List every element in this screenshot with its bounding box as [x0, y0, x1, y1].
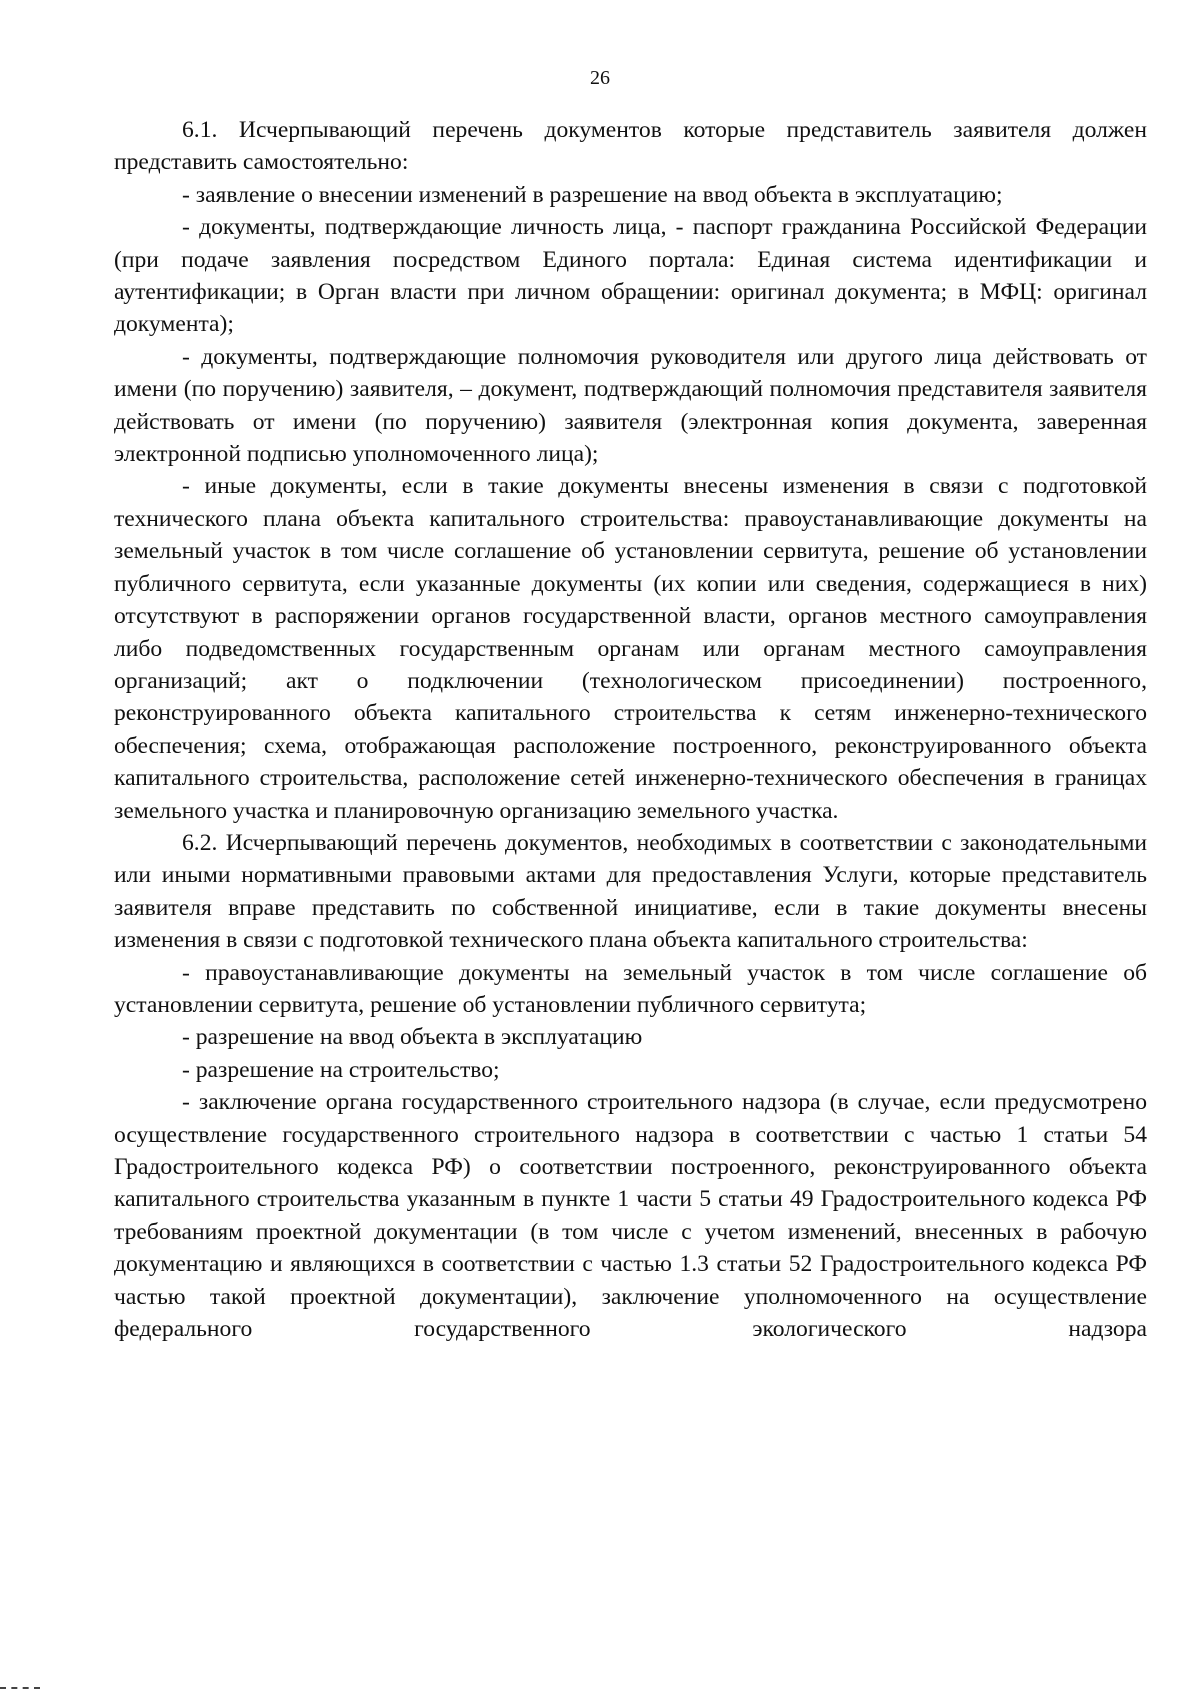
list-item-application: - заявление о внесении изменений в разрешение на ввод объекта в эксплуатацию; — [182, 181, 1003, 208]
list-item-other-documents: - иные документы, если в такие документы внесены изменения в связи с подготовкой технического плана объекта капитального строительства: правоустанавливающие документы на земельный участок в том числе соглашение об установлении сервитута, решение об установлении публичного сервитута, если указанные документы (их копии или сведения, содержащиеся в них) отсутствуют в распоряжении органов государственной власти, органов местного самоуправления либо подведомственных государственным органам или органам местного самоуправления организаций; акт о подключении (технологическом присоединении) построенного, реконструированного объекта капитального строительства к сетям инженерно-технического обеспечения; схема, отображающая расположение построенного, реконструированного объекта капитального строительства, расположение сетей инженерно-технического обеспечения в границах земельного участка и планировочную организацию земельного участка. — [114, 473, 1147, 824]
list-item-commissioning-permit: - разрешение на ввод объекта в эксплуатацию — [182, 1024, 643, 1051]
page-number: 26 — [590, 67, 610, 89]
scan-edge-mark — [0, 1687, 40, 1691]
document-body — [114, 114, 1147, 1345]
paragraph-6-1: 6.1. Исчерпывающий перечень документов которые представитель заявителя должен представить самостоятельно: — [114, 117, 1147, 176]
list-item-supervision-conclusion: - заключение органа государственного строительного надзора (в случае, если предусмотрено осуществление государственного строительного надзора в соответствии с частью 1 статьи 54 Градостроительного кодекса РФ) о соответствии построенного, реконструированного объекта капитального строительства указанным в пункте 1 части 5 статьи 49 Градостроительного кодекса РФ требованиям проектной документации (в том числе с учетом изменений, внесенных в рабочую документацию и являющихся в соответствии с частью 1.3 статьи 52 Градостроительного кодекса РФ частью такой проектной документации), заключение уполномоченного на осуществление федерального государственного экологического надзора — [114, 1089, 1147, 1343]
paragraph-6-2: 6.2. Исчерпывающий перечень документов, необходимых в соответствии с законодательными или иными нормативными правовыми актами для предоставления Услуги, которые представитель заявителя вправе представить по собственной инициативе, если в такие документы внесены изменения в связи с подготовкой технического плана объекта капитального строительства: — [114, 829, 1147, 954]
list-item-construction-permit: - разрешение на строительство; — [182, 1056, 500, 1083]
list-item-land-rights-documents: - правоустанавливающие документы на земельный участок в том числе соглашение об установлении сервитута, решение об установлении публичного сервитута; — [114, 959, 1147, 1018]
list-item-identity-documents: - документы, подтверждающие личность лица, - паспорт гражданина Российской Федерации (при подаче заявления посредством Единого портала: Единая система идентификации и аутентификации; в Орган власти при личном обращении: оригинал документа; в МФЦ: оригинал документа); — [114, 214, 1147, 338]
list-item-authority-documents: - документы, подтверждающие полномочия руководителя или другого лица действовать от имени (по поручению) заявителя, – документ, подтверждающий полномочия представителя заявителя действовать от имени (по поручению) заявителя (электронная копия документа, заверенная электронной подписью уполномоченного лица); — [114, 343, 1147, 468]
